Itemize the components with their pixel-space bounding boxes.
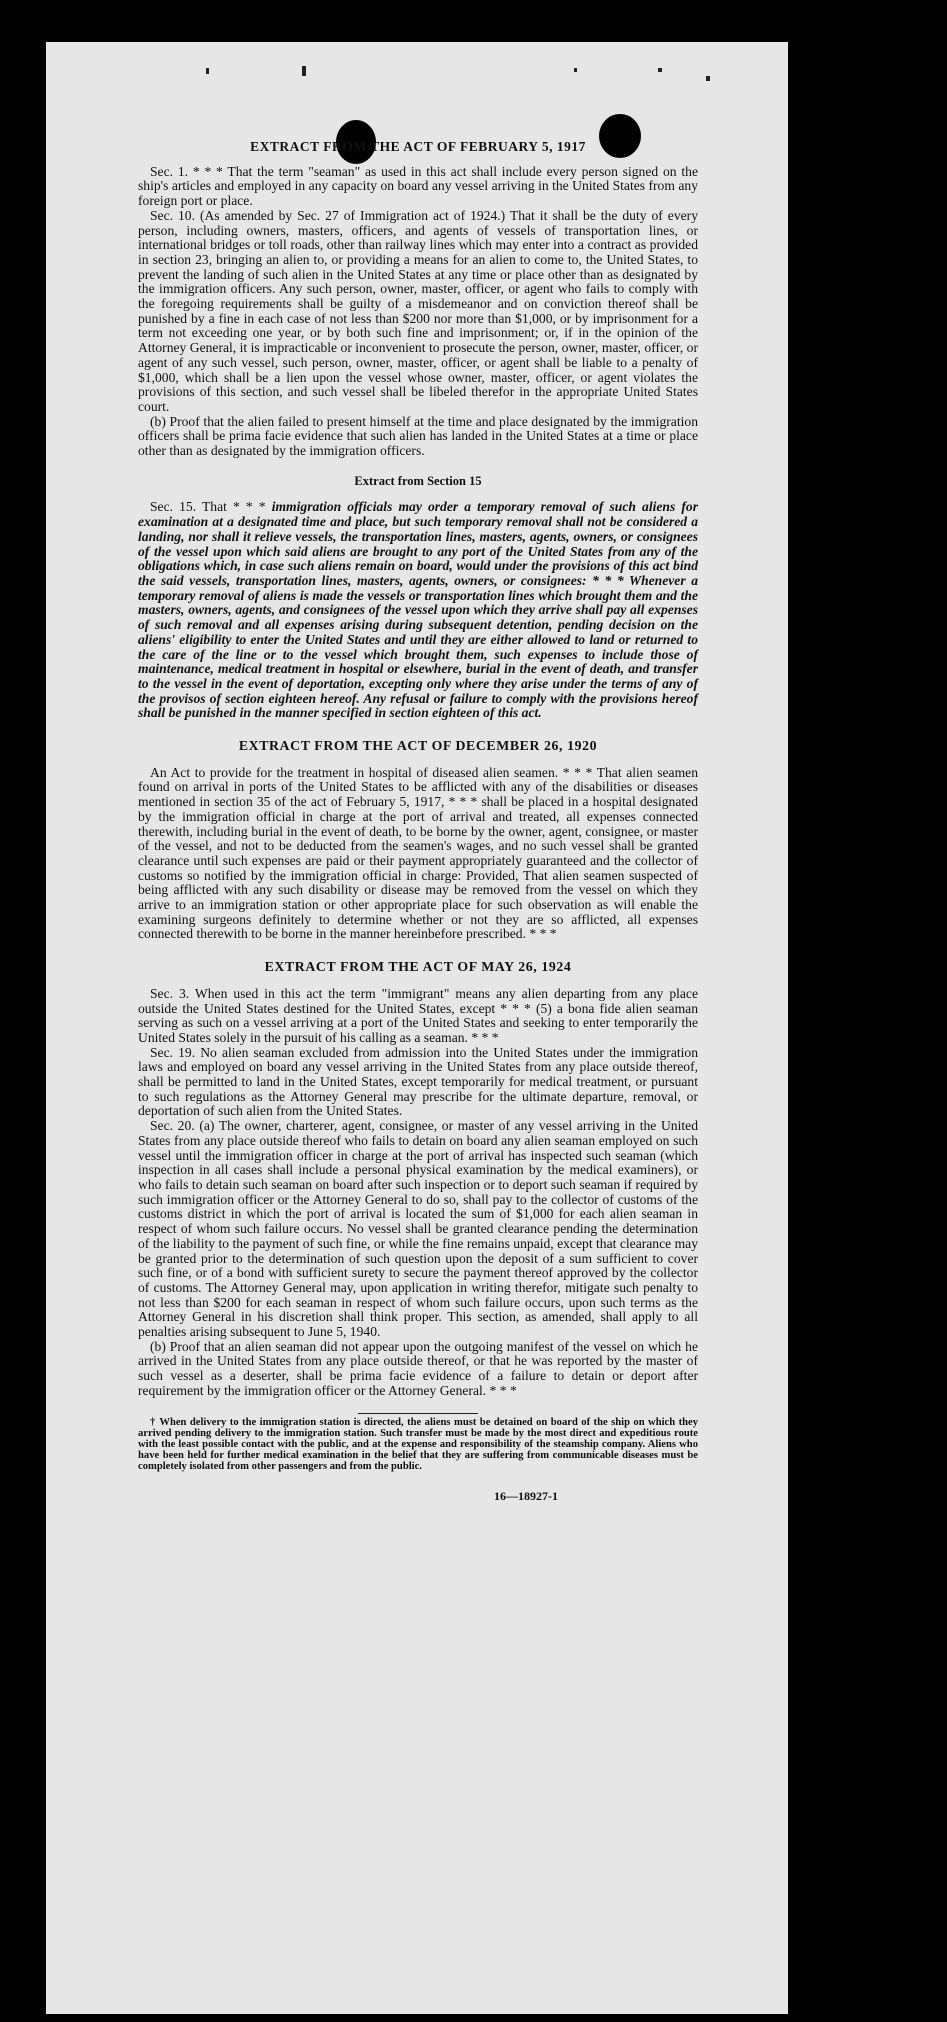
section-19: Sec. 19. No alien seaman excluded from admission into the United States under the immigration laws and employed on board any vessel arriving in the United States from any place outside thereof, shall be permitted to land in the United States, except temporarily for medical treatment, or pursuant to such regulations as the Attorney General may prescribe for the ultimate departure, removal, or deportation of such alien from the United States. — [138, 1044, 698, 1119]
section-15-body: immigration officials may order a temporary removal of such aliens for examination at a designated time and place, but such temporary removal shall not be considered a landing, nor shall it relieve vessels, the transportation lines, masters, agents, owners, or consignees of the vessel upon which said aliens are brought to any port of the United States from any of the obligations which, in case such aliens remain on board, would under the provisions of this act bind the said vessels, transportation lines, masters, agents, owners, or consignees: * * * Whenever a temporary removal of aliens is made the vessels or transportation lines which brought them and the masters, owners, agents, and consignees of the vessel upon which they arrive shall pay all expenses of such removal and all expenses arising during subsequent detention, pending decision on the aliens' eligibility to enter the United States and until they are either allowed to land or returned to the care of the line or to the vessel which brought them, such expenses to include those of maintenance, medical treatment in hospital or elsewhere, burial in the event of death, and transfer to the vessel in the event of deportation, excepting only where they arise under the terms of any of the provisos of section eighteen hereof. Any refusal or failure to comply with the provisions hereof shall be punished in the manner specified in section eighteen of this act. — [138, 499, 699, 721]
december-1920-title: EXTRACT FROM THE ACT OF DECEMBER 26, 1920 — [238, 738, 598, 754]
footnote: † When delivery to the immigration station is directed, the aliens must be detained on board of the ship on which they arrived pending delivery to the immigration station. Such transfer must be made by the most direct and expeditious route with the least possible contact with the public, and at the expense and responsibility of the steamship company. Aliens who have been held for further medical examination in the belief that they are suffering from communicable diseases must be completely isolated from other passengers and from the public. — [138, 1416, 698, 1473]
document-page — [46, 42, 788, 2014]
section-20b: (b) Proof that an alien seaman did not appear upon the outgoing manifest of the vessel on which he arrived in the United States from any place outside thereof, or that he was reported by the master of such vessel as a deserter, shall be prima facie evidence of a failure to detain or deport after requirement by the immigration officer or the Attorney General. * * * — [138, 1338, 698, 1398]
document-number: 16—18927-1 — [494, 1488, 558, 1503]
december-1920-body: An Act to provide for the treatment in hospital of diseased alien seamen. * * * That alien seamen found on arrival in ports of the United States to be afflicted with any of the disabilities or diseases mentioned in section 35 of the act of February 5, 1917, * * * shall be placed in a hospital designated by the immigration official in charge at the port of arrival and treated, all expenses connected therewith, including burial in the event of death, to be borne by the owner, agent, consignee, or master of the vessel, and not to be deducted from the seamen's wages, and no such vessel shall be granted clearance until such expenses are paid or their payment appropriately guaranteed and the collector of customs so notified by the immigration official in charge: Provided, That alien seamen suspected of being afflicted with any such disability or disease may be removed from the vessel on which they arrive to an immigration station or other appropriate place for such observation as will enable the examining surgeons definitely to determine whether or not they are so afflicted, all expenses connected therewith to be borne in the manner hereinbefore prescribed. * * * — [138, 764, 698, 942]
section-3: Sec. 3. When used in this act the term "immigrant" means any alien departing from any place outside the United States destined for the United States, except * * * (5) a bona fide alien seaman serving as such on a vessel arriving at a port of the United States and seeking to enter temporarily the United States solely in the pursuit of his calling as a seaman. * * * — [138, 985, 698, 1045]
speck — [206, 68, 209, 74]
speck — [302, 66, 306, 76]
document-title: EXTRACT FROM THE ACT OF FEBRUARY 5, 1917 — [250, 139, 586, 154]
section-10b: (b) Proof that the alien failed to present himself at the time and place designated by the immigration officers shall be prima facie evidence that such alien has landed in the United States at a time or place other than as designated by the immigration officers. — [138, 413, 698, 459]
section-1: Sec. 1. * * * That the term "seaman" as used in this act shall include every person signed on the ship's articles and employed in any capacity on board any vessel arriving in the United States from any foreign port or place. — [138, 163, 698, 209]
section-10a: Sec. 10. (As amended by Sec. 27 of Immigration act of 1924.) That it shall be the duty of every person, including owners, masters, officers, and agents of vessels of transportation lines, or international bridges or toll roads, other than railway lines which may enter into a contract as provided in section 23, bringing an alien to, or providing a means for an alien to come to, the United States, to prevent the landing of such alien in the United States at any time or place other than as designated by the immigration officers. Any such person, owner, master, officer, or agent who fails to comply with the foregoing requirements shall be guilty of a misdemeanor and on conviction thereof shall be punished by a fine in each case of not less than $200 nor more than $1,000, or by imprisonment for a term not exceeding one year, or by both such fine and imprisonment; or, if in the opinion of the Attorney General, it is impracticable or inconvenient to prosecute the person, owner, master, officer, or agent of any such vessel, such person, owner, master, officer, or agent shall be liable to a penalty of $1,000, which shall be a lien upon the vessel whose owner, master, officer, or agent violates the provisions of this section, and such vessel shall be libeled therefor in the appropriate United States court. — [138, 207, 698, 414]
speck — [706, 76, 710, 81]
may-1924-title: EXTRACT FROM THE ACT OF MAY 26, 1924 — [264, 959, 572, 975]
document-content — [138, 140, 698, 1503]
section-15-lead: Sec. 15. That * * * — [150, 499, 272, 515]
speck — [574, 68, 577, 72]
footnote-divider — [358, 1413, 478, 1414]
section-15-title: Extract from Section 15 — [354, 473, 482, 488]
speck — [658, 68, 662, 72]
section-15 — [138, 500, 698, 721]
section-20a: Sec. 20. (a) The owner, charterer, agent, consignee, or master of any vessel arriving in the United States from any place outside thereof who fails to detain on board any alien seaman employed on such vessel until the immigration officer in charge at the port of arrival has inspected such seaman (which inspection in all cases shall include a personal physical examination by the medical examiners), or who fails to detain such seaman on board after such inspection or to deport such seaman if required by such immigration officer or the Attorney General to do so, shall pay to the collector of customs of the customs district in which the port of arrival is located the sum of $1,000 for each alien seaman in respect of whom such failure occurs. No vessel shall be granted clearance pending the determination of the liability to the payment of such fine, or while the fine remains unpaid, except that clearance may be granted prior to the determination of such question upon the deposit of a sum sufficient to cover such fine, or of a bond with sufficient surety to secure the payment thereof approved by the collector of customs. The Attorney General may, upon application in writing therefor, mitigate such penalty to not less than $200 for each seaman in respect of whom such failure occurs, upon such terms as the Attorney General in his discretion shall think proper. This section, as amended, shall apply to all penalties arising subsequent to June 5, 1940. — [138, 1118, 698, 1340]
